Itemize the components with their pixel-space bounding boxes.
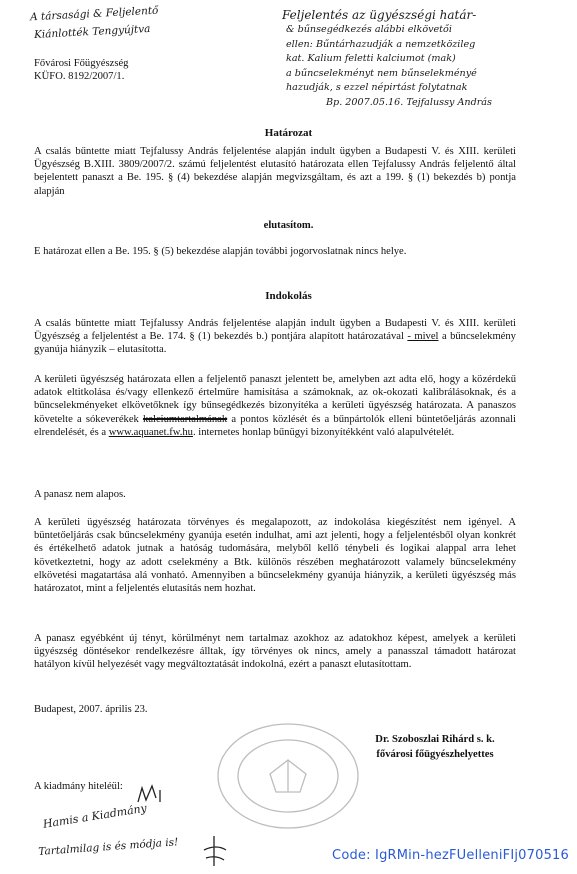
paragraph-district-decision [34,317,516,357]
handwritten-note-bottom: Hamis a Kiadmány [42,801,148,831]
paragraph-legal-reasoning: A kerületi ügyészség határozata törvényes és megalapozott, az indokolása kiegészítést nem igényel. A büntetőeljárás csak bűncselekmény gyanúja esetén indulhat, ami azt jelenti, hogy a feljelentésből olyan konkrét és értékelhető adatok jutnak a hatóság tudomására, melyből kellő ténybeli és logikai alappal arra lehet következtetni, hogy az adott cselekmény a Btk. különös részében meghatározott valamely bűncselekmény elkövetési magatartása alá vonható. Amennyiben a bűncselekmény gyanúja hiányzik, a kerületi ügyészség más határozatot, mint a feljelentés elutasítás nem hozhat. [34,517,516,595]
reference-number: KÜFO. 8192/2007/1. [34,71,125,82]
handwritten-note-bottom-2: Tartalmilag is és módja is! [38,836,179,858]
handwritten-annotation-top-right [282,8,574,110]
decision-title: Határozat [264,127,313,139]
struck-through-word: kalciumtartalmának [143,413,228,425]
signatory-role: fővárosi főügyészhelyettes [376,749,494,760]
handwritten-line: & bűnsegédkezés alábbi elkövetői [286,24,452,35]
office-name: Fővárosi Főügyészség [34,58,129,69]
handwritten-line: Feljelentés az ügyészségi határ- [282,8,477,22]
text-segment: a pontos közlését és a bűnpártolók elleni büntetőeljárás azonnali elrendelését, és a [34,413,516,438]
rejection-word: elutasítom. [263,220,314,231]
paragraph-complaint [34,373,516,439]
signature-scribble [198,832,230,872]
handwritten-line: Bp. 2007.05.16. Tejfalussy András [326,96,492,108]
handwritten-line: kat. Kalium feletti kalciumot (mak) [286,53,456,64]
authentication-label: A kiadmány hiteléül: [34,781,123,792]
place-date: Budapest, 2007. április 23. [34,704,148,715]
handwritten-note-top-left-2: Kiánlotték Tengyújtva [33,22,151,42]
handwritten-line: a bűncselekményt nem bűnselekményé [286,67,477,79]
text-segment: . internetes honlap bűnügyi bizonyítékként való alapulvételét. [192,426,455,438]
text-segment: A kerületi ügyészség határozata ellen a feljelentő panaszt jelentett be, amelyben azt adta elő, hogy a közérdekű adatok eltitkolása és/vagy ellenkező értelműre hamisítása a számoknak, az ok-okozati kalibrálásoknak, és a bűncselekményeket elkövetőknek így bűnsegédkezés bizonyítéka a kerületi ügyészség határozata. A panaszos követelte a sókeverékek [34,374,516,425]
handwritten-underline-segment: - mivel [407,331,439,343]
website-link[interactable]: www.aquanet.fw.hu [108,426,193,438]
handwritten-line: ellen: Bűntárhazudják a nemzetközileg [286,38,476,50]
paragraph-no-remedy: E határozat ellen a Be. 195. § (5) bekezdése alapján további jogorvoslatnak nincs helye. [34,246,407,257]
handwritten-note-top-left: A társasági & Feljelentő [29,4,159,24]
text-segment: a bűncselekmény gyanúja hiányzik – elutasította. [34,331,516,356]
reasoning-title: Indokolás [265,290,312,302]
text-segment: A csalás bűntette miatt Tejfalussy András feljelentése alapján indult ügyben a Budapesti V. és XIII. kerületi Ügyészség a feljelentést a Be. 174. § (1) bekezdés b.) pontjára alapított határozatával [34,318,516,343]
footer-code: Code: IgRMin-hezFUelleniFIj070516 [332,848,569,863]
paragraph-intro: A csalás bűntette miatt Tejfalussy András feljelentése alapján indult ügyben a Budapesti V. és XIII. kerületi Ügyészség B.XIII. 3809/2007/2. számú feljelentést elutasító határozata ellen Tejfalussy András feljelentő által bejelentett panaszt a Be. 195. § (4) bekezdése alapján megvizsgáltam, és azt a 199. § (1) bekezdés b) pontja alapján [34,146,516,197]
signatory-name: Dr. Szoboszlai Rihárd s. k. [375,734,495,745]
handwritten-line: hazudják, s ezzel népirtást folytatnak [286,82,468,93]
paragraph-complaint-unfounded: A panasz nem alapos. [34,489,126,500]
paragraph-conclusion: A panasz egyébként új tényt, körülményt nem tartalmaz azokhoz az adatokhoz képest, amelyek a kerületi ügyészség döntésekor rendelkezésre álltak, így törvényes ok nincs, amely a panasszal támadott határozat hatályon kívül helyezését vagy megváltoztatását indokolná, ezért a panaszt elutasítottam. [34,633,516,671]
